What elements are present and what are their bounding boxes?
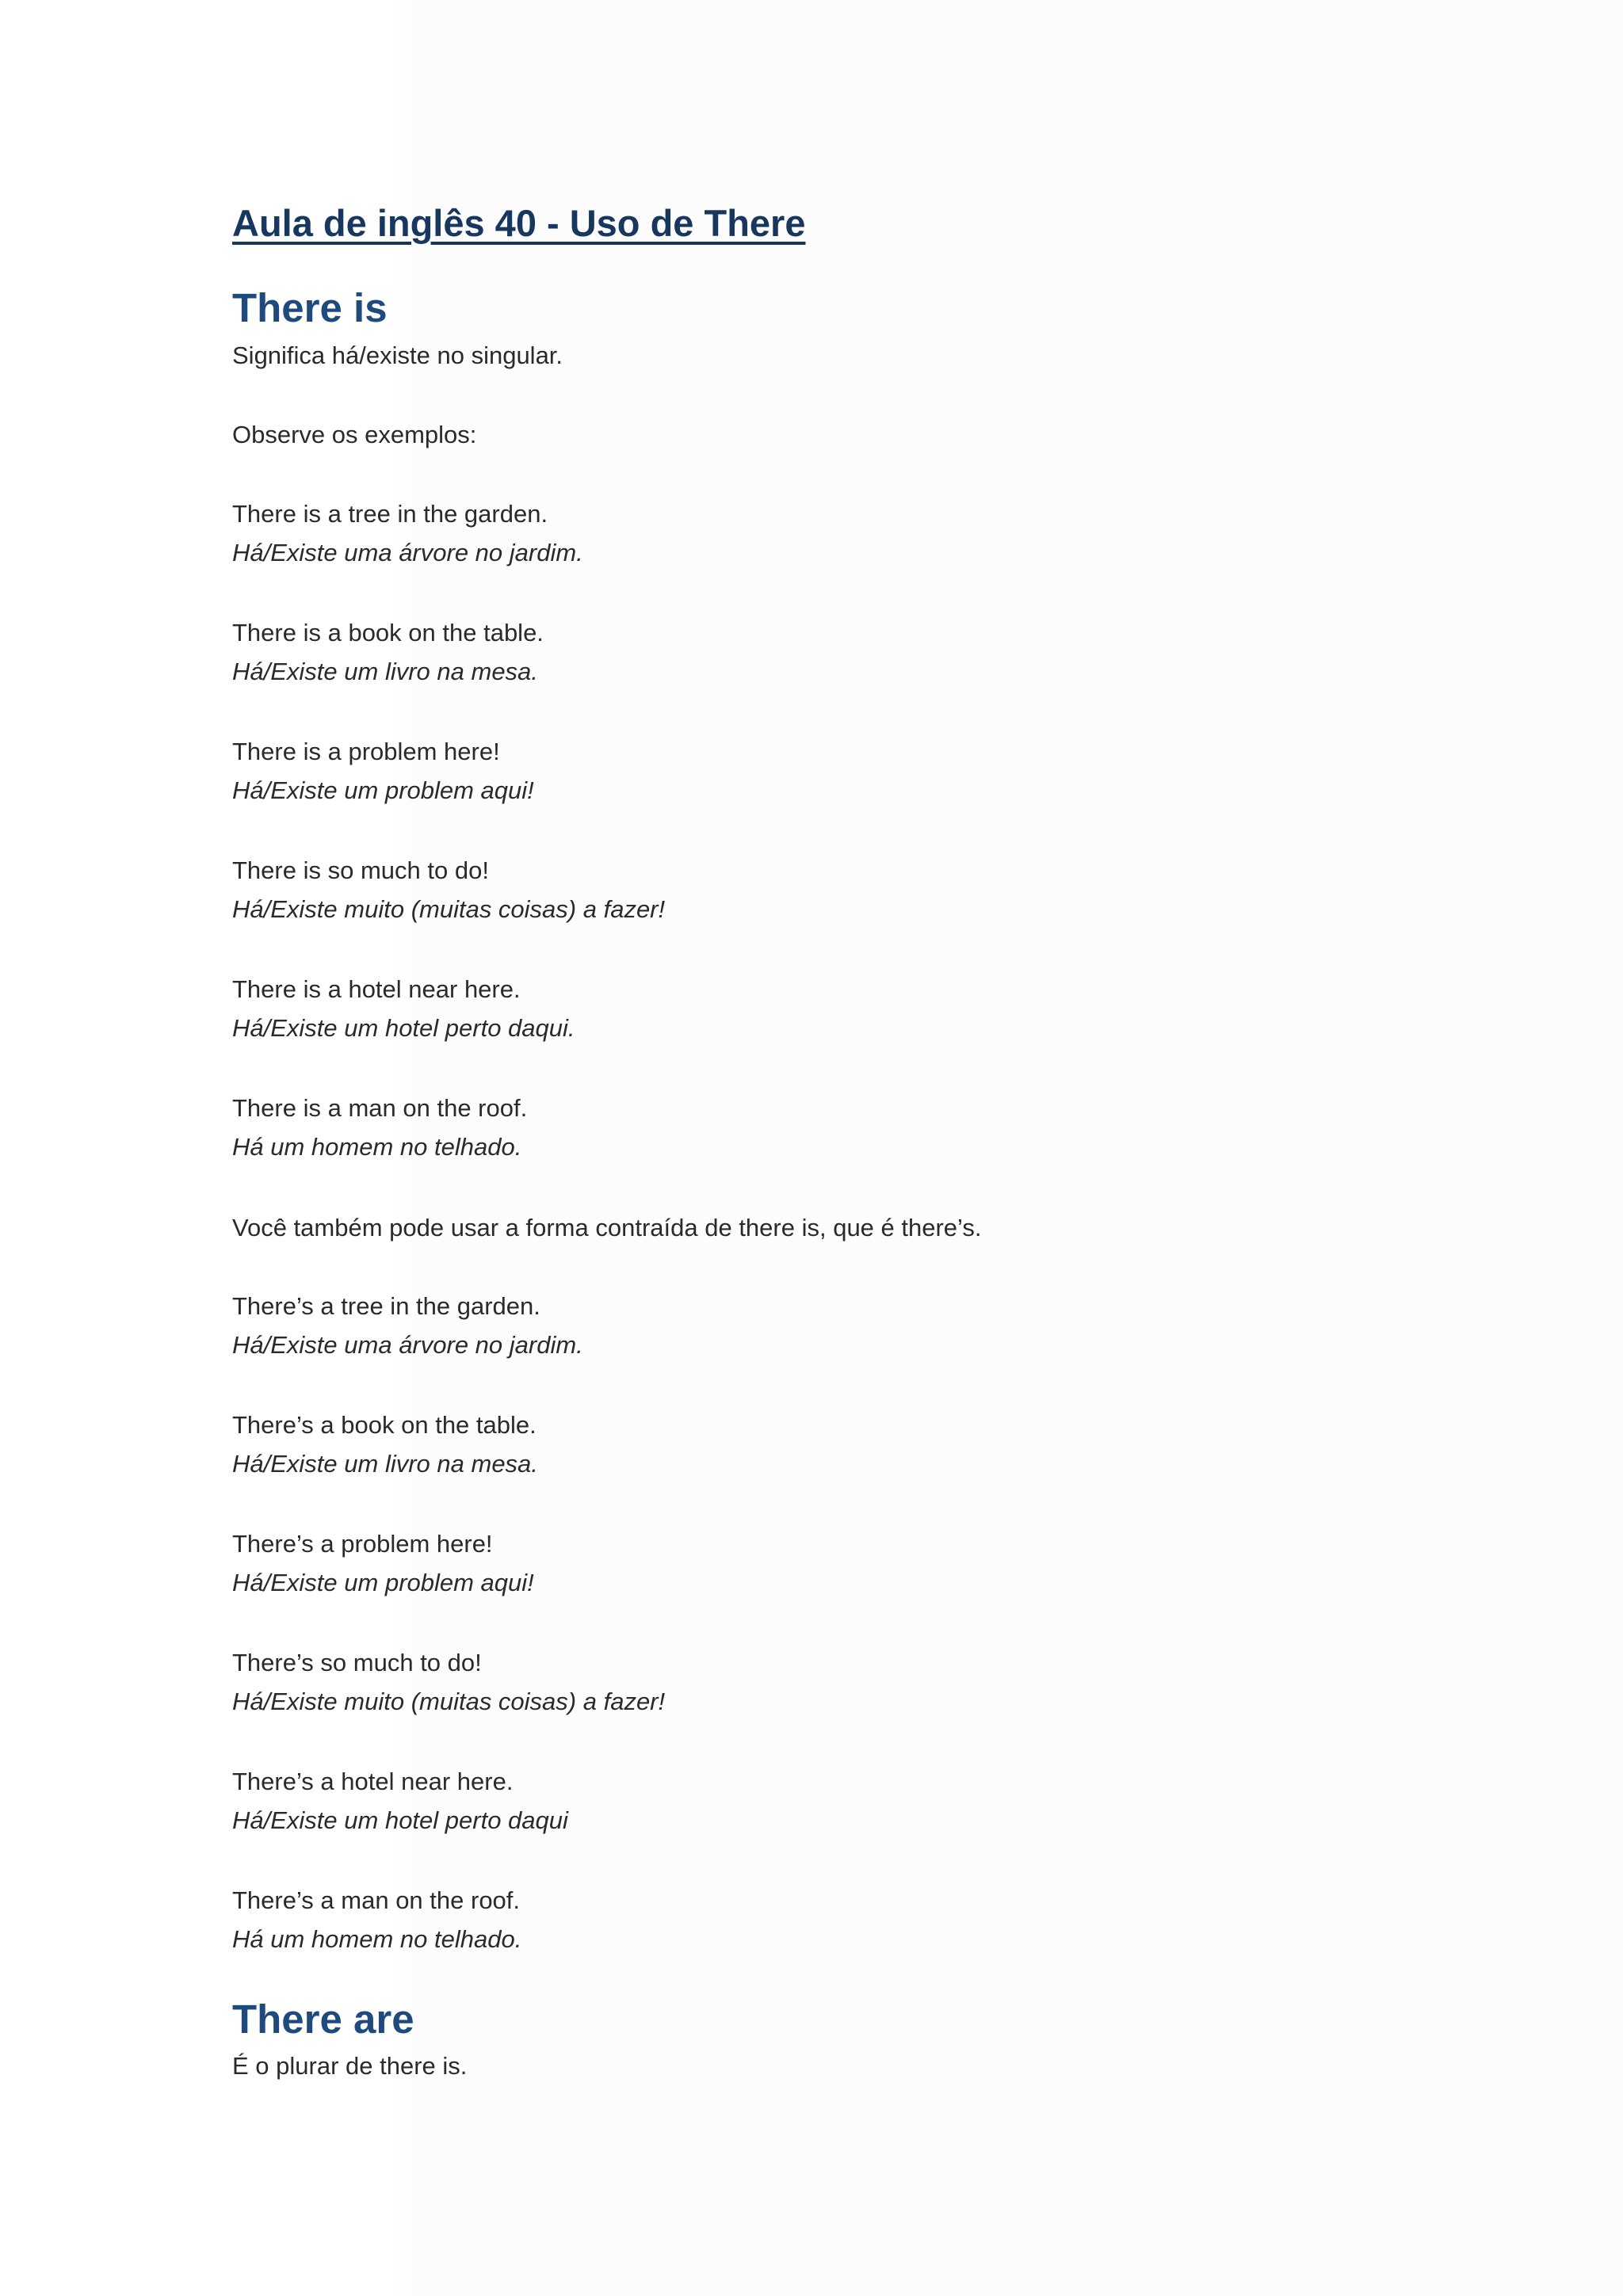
examples-intro: Observe os exemplos: <box>232 421 477 448</box>
section-intro: Significa há/existe no singular. <box>232 341 563 369</box>
example-english: There is a hotel near here. <box>232 975 521 1003</box>
contraction-example-translation: Há/Existe um problem aqui! <box>232 1569 534 1596</box>
example-translation: Há/Existe uma árvore no jardim. <box>232 539 583 566</box>
example-english: There is a problem here! <box>232 738 500 765</box>
example-translation: Há um homem no telhado. <box>232 1133 522 1161</box>
contraction-example-translation: Há um homem no telhado. <box>232 1925 522 1953</box>
contraction-example-english: There’s a problem here! <box>232 1530 493 1558</box>
contraction-example-english: There’s a man on the roof. <box>232 1886 521 1914</box>
contraction-example-translation: Há/Existe muito (muitas coisas) a fazer! <box>232 1688 666 1715</box>
section-intro: É o plurar de there is. <box>232 2052 468 2080</box>
section-heading-there-are: There are <box>232 1997 414 2042</box>
contraction-example-translation: Há/Existe um livro na mesa. <box>232 1450 538 1478</box>
example-translation: Há/Existe muito (muitas coisas) a fazer! <box>232 895 666 923</box>
contraction-example-translation: Há/Existe um hotel perto daqui <box>232 1806 568 1834</box>
contraction-example-english: There’s a book on the table. <box>232 1411 537 1439</box>
example-english: There is a book on the table. <box>232 619 544 646</box>
example-translation: Há/Existe um problem aqui! <box>232 776 534 804</box>
contraction-example-english: There’s so much to do! <box>232 1649 482 1676</box>
document-title: Aula de inglês 40 - Uso de There <box>232 202 806 244</box>
contraction-example-english: There’s a tree in the garden. <box>232 1292 540 1320</box>
contraction-example-translation: Há/Existe uma árvore no jardim. <box>232 1331 583 1359</box>
section-heading-there-is: There is <box>232 285 388 330</box>
contraction-example-english: There’s a hotel near here. <box>232 1768 514 1795</box>
example-english: There is so much to do! <box>232 856 489 884</box>
example-translation: Há/Existe um livro na mesa. <box>232 658 538 685</box>
example-english: There is a man on the roof. <box>232 1094 528 1122</box>
example-translation: Há/Existe um hotel perto daqui. <box>232 1014 575 1042</box>
example-english: There is a tree in the garden. <box>232 500 548 528</box>
contraction-note: Você também pode usar a forma contraída de there is, que é there’s. <box>232 1214 982 1241</box>
